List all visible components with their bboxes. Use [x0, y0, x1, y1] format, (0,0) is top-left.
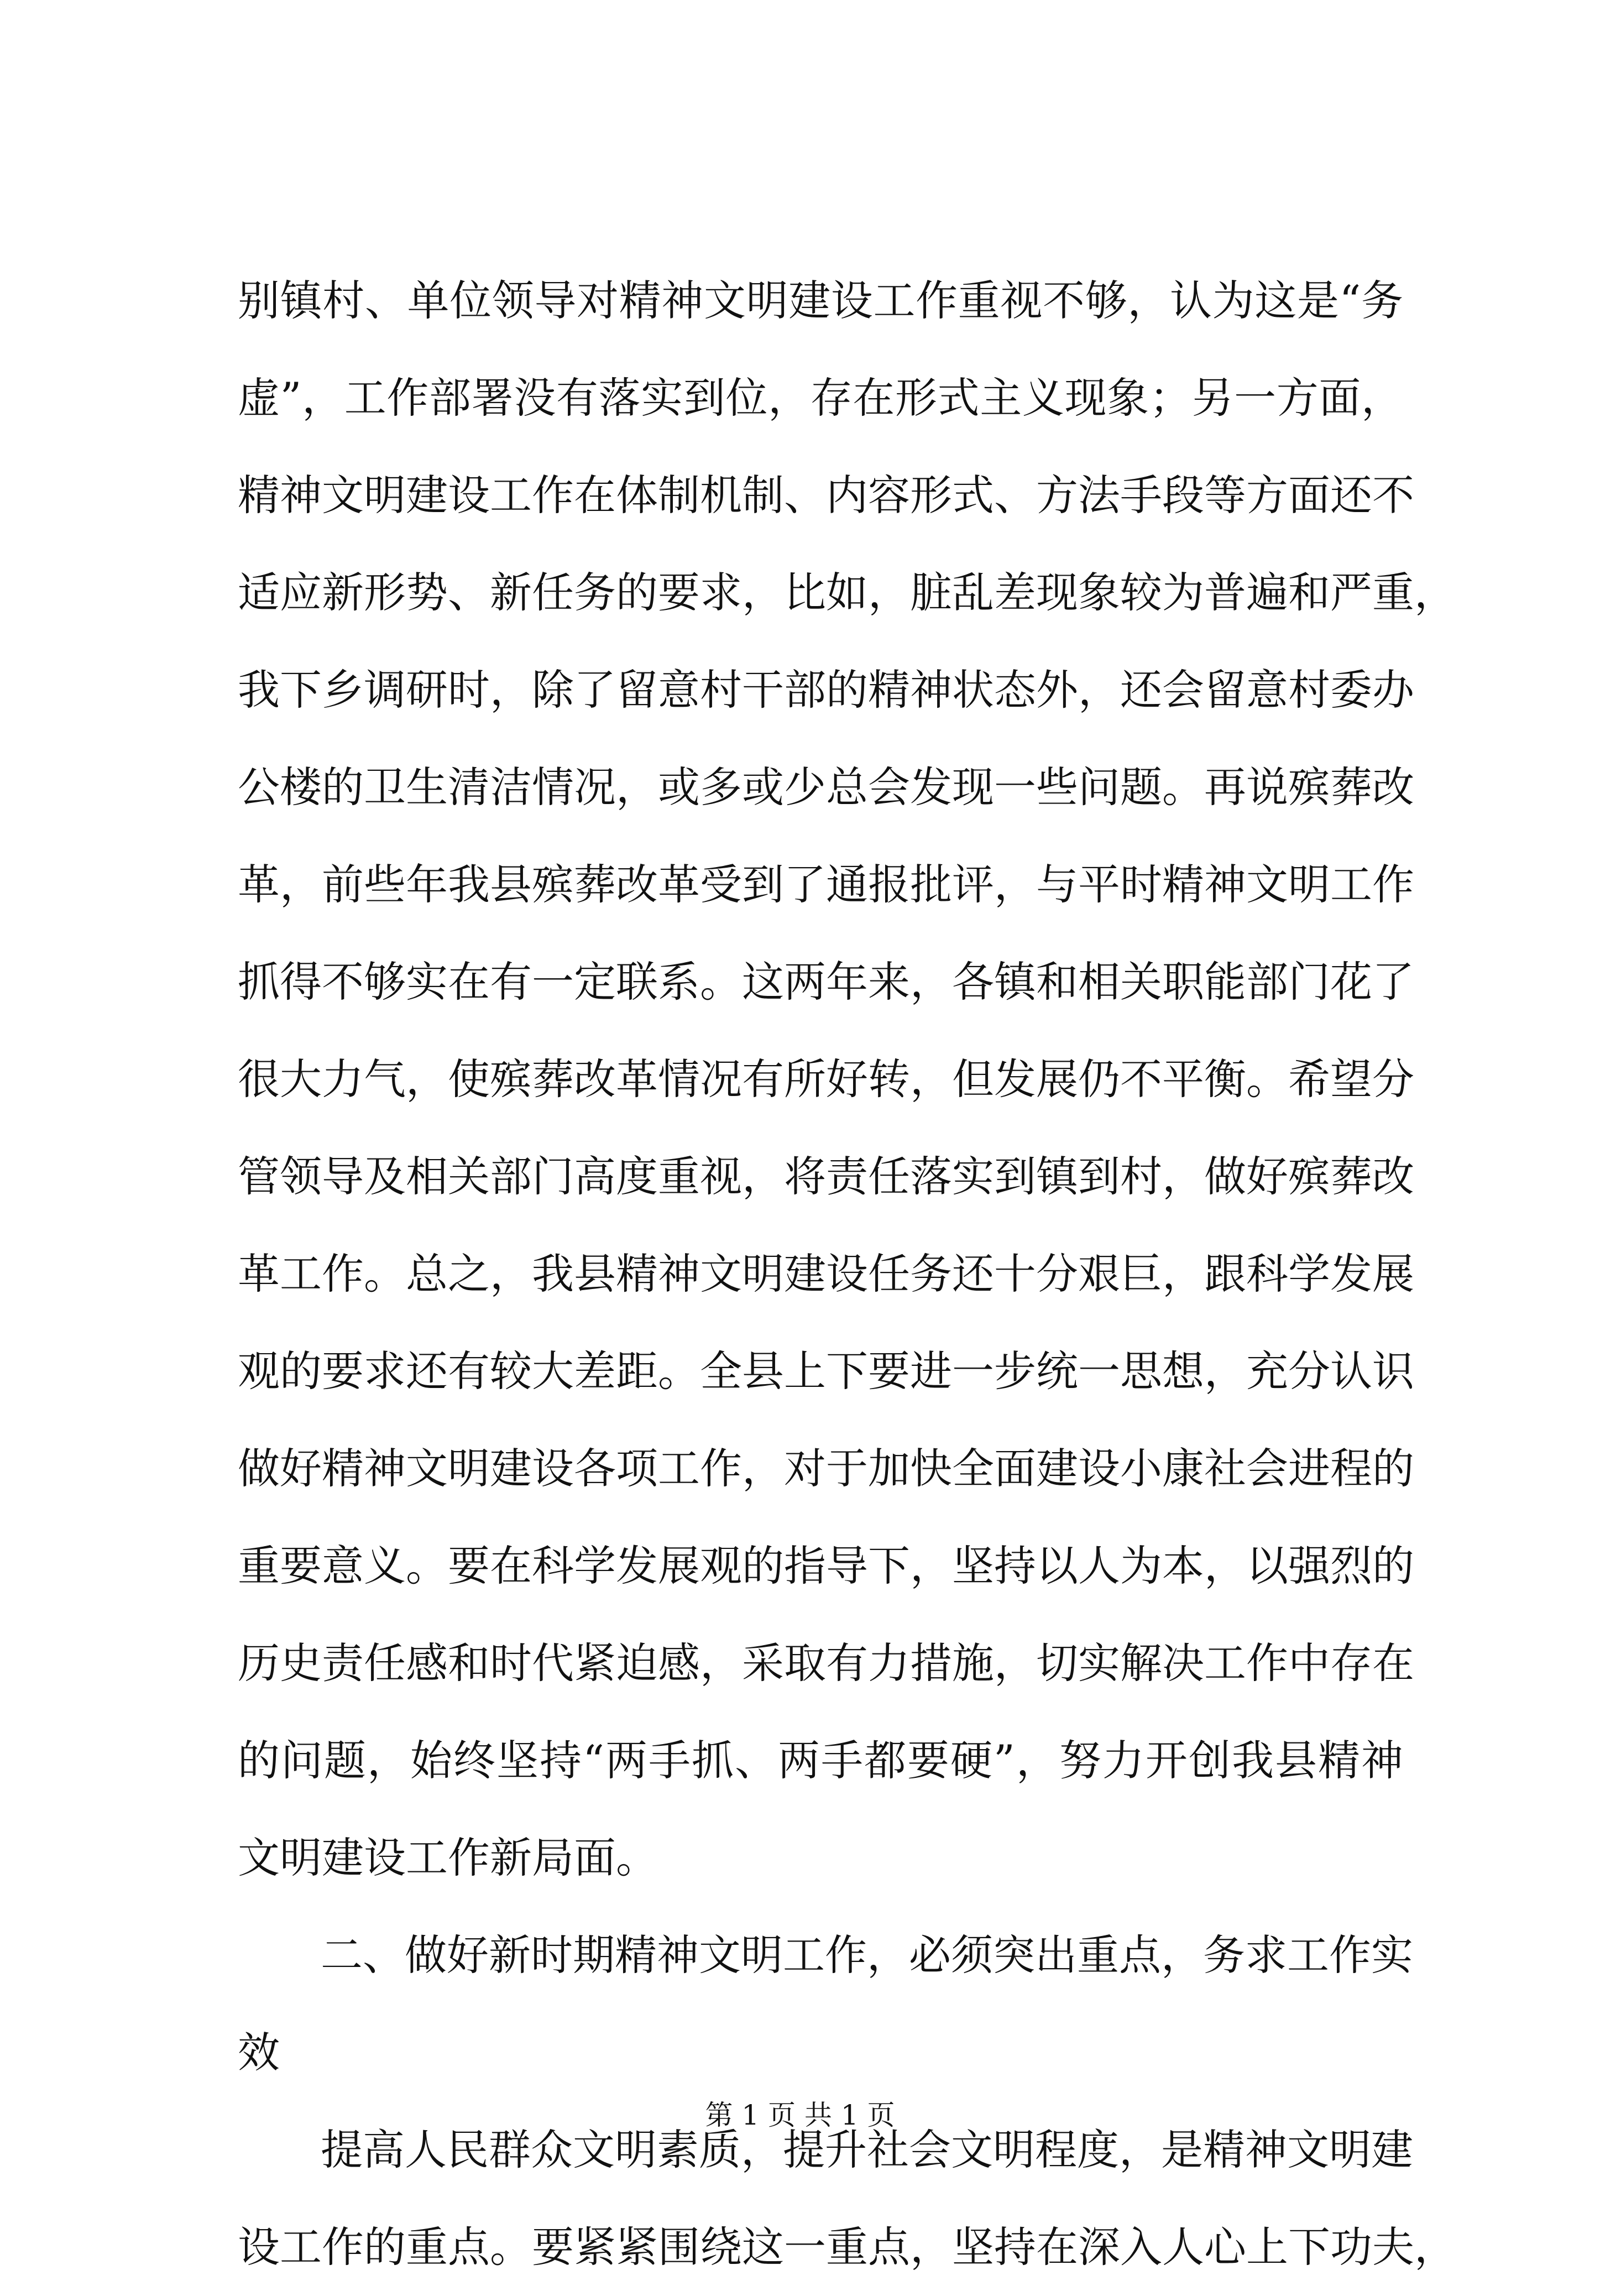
text-line: 设工作的重点。要紧紧围绕这一重点，坚持在深入人心上下功夫，	[238, 2222, 1456, 2272]
text-line: 我下乡调研时，除了留意村干部的精神状态外，还会留意村委办	[238, 665, 1414, 714]
section-heading-continued: 效	[238, 2028, 280, 2077]
text-line: 重要意义。要在科学发展观的指导下，坚持以人为本，以强烈的	[238, 1541, 1414, 1590]
page-footer: 第 1 页 共 1 页	[705, 2099, 895, 2131]
text-line: 观的要求还有较大差距。全县上下要进一步统一思想，充分认识	[238, 1347, 1414, 1396]
text-line: 做好精神文明建设各项工作，对于加快全面建设小康社会进程的	[238, 1444, 1414, 1493]
body-text	[238, 252, 1456, 2296]
text-line: 革，前些年我县殡葬改革受到了通报批评，与平时精神文明工作	[238, 860, 1414, 909]
text-line: 抓得不够实在有一定联系。这两年来，各镇和相关职能部门花了	[238, 957, 1414, 1006]
text-line: 历史责任感和时代紧迫感，采取有力措施，切实解决工作中存在	[238, 1638, 1414, 1688]
text-line: 很大力气，使殡葬改革情况有所好转，但发展仍不平衡。希望分	[238, 1055, 1414, 1104]
text-line: 文明建设工作新局面。	[238, 1833, 658, 1882]
text-line: 适应新形势、新任务的要求，比如，脏乱差现象较为普遍和严重，	[238, 568, 1456, 617]
text-line: 公楼的卫生清洁情况，或多或少总会发现一些问题。再说殡葬改	[238, 763, 1414, 812]
text-line: 虚”，工作部署没有落实到位，存在形式主义现象；另一方面，	[238, 373, 1403, 422]
paragraph-start-line: 提高人民群众文明素质，提升社会文明程度，是精神文明建	[321, 2125, 1413, 2174]
text-line: 管领导及相关部门高度重视，将责任落实到镇到村，做好殡葬改	[238, 1152, 1414, 1201]
section-heading: 二、做好新时期精神文明工作，必须突出重点，务求工作实	[321, 1930, 1413, 1980]
text-line: 别镇村、单位领导对精神文明建设工作重视不够，认为这是“务	[238, 276, 1403, 325]
text-line: 精神文明建设工作在体制机制、内容形式、方法手段等方面还不	[238, 471, 1414, 520]
text-line: 革工作。总之，我县精神文明建设任务还十分艰巨，跟科学发展	[238, 1249, 1414, 1298]
text-line: 的问题，始终坚持“两手抓、两手都要硬”，努力开创我县精神	[238, 1736, 1403, 1785]
